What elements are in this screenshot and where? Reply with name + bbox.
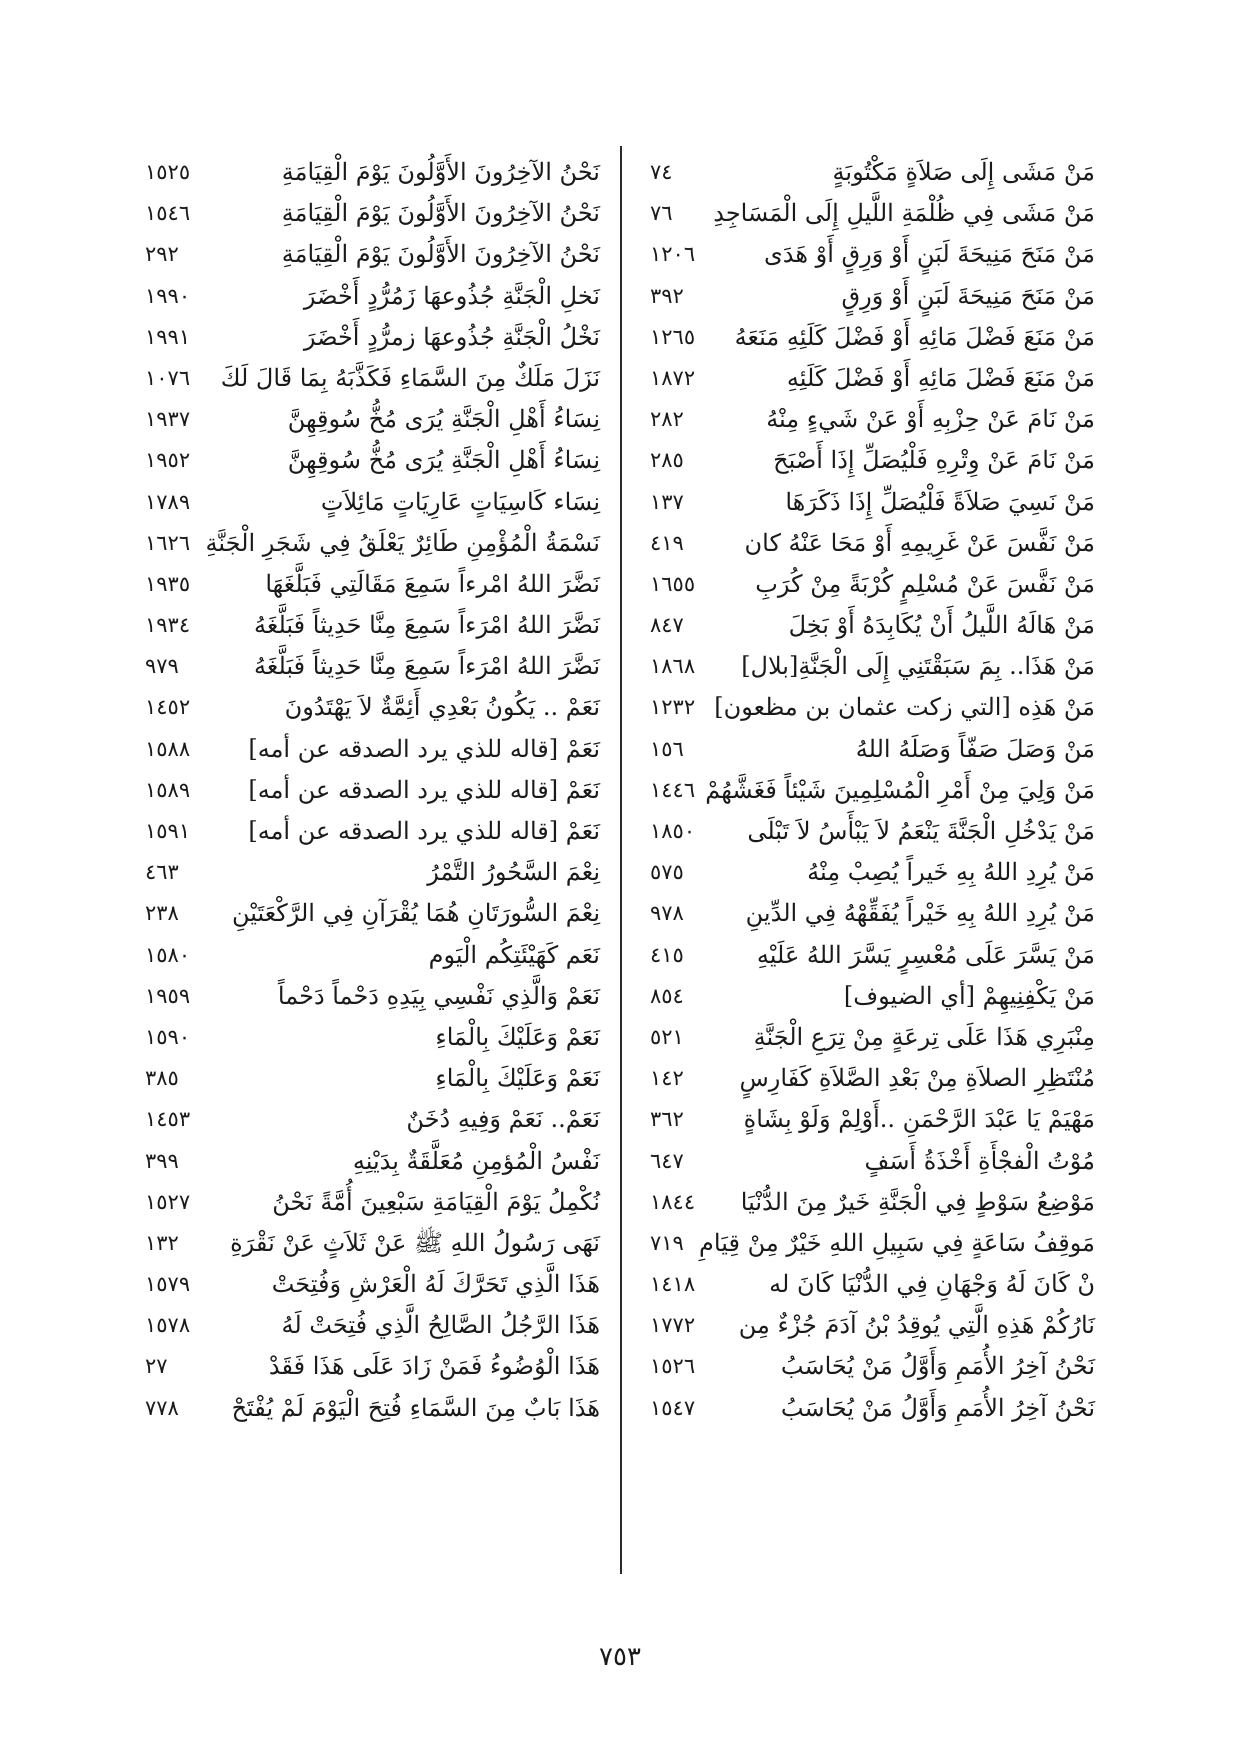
entry-text: مَنْ هَالَهُ اللَّيلُ أَنْ يُكَابِدَهُ أَوْ بَخِلَ: [788, 611, 1095, 640]
entry-number: ٢٧: [145, 1354, 168, 1379]
entry-text: نَحْنُ الآخِرُونَ الأَوَّلُونَ يَوْمَ الْقِيَامَةِ: [281, 240, 600, 269]
entry-number: ١٩٥٩: [145, 983, 191, 1008]
index-entry: [640, 1264, 1095, 1305]
entry-number: ١٥٢٦: [650, 1354, 696, 1379]
entry-number: ١٤١٨: [650, 1272, 696, 1297]
entry-text: نَعَمْ [قاله للذي يرد الصدقه عن أمه]: [248, 817, 600, 845]
entry-text: نَعَمْ [قاله للذي يرد الصدقه عن أمه]: [248, 775, 600, 804]
entry-text: مُوْتُ الْفجْأَةِ أَخْذَةُ أَسَفٍ: [864, 1146, 1095, 1175]
entry-text: نَحْنُ الآخِرُونَ الأَوَّلُونَ يَوْمَ الْقِيَامَةِ: [281, 158, 600, 186]
entry-text: نَعَم كَهَيْئَتِكُم الْيَوم: [428, 940, 600, 969]
index-entry: [640, 687, 1095, 728]
entry-text: نَعَمْ وَعَلَيْكَ بِالْمَاءِ: [435, 1064, 600, 1093]
index-entry: [640, 646, 1095, 687]
index-entry: [140, 440, 600, 481]
entry-text: مَنْ وَصَلَ صَفّاً وَصَلَهُ اللهُ: [855, 734, 1095, 763]
index-entry: [140, 276, 600, 317]
index-entry: [640, 234, 1095, 275]
entry-number: ٢٣٨: [145, 901, 179, 926]
entry-number: ١٥٤٦: [145, 201, 191, 226]
entry-text: نَزَلَ مَلَكٌ مِنَ السَّمَاءِ فَكَذَّبَهُ بِمَا قَالَ لَكَ: [220, 363, 600, 392]
index-entry: [640, 770, 1095, 811]
index-entry: [140, 646, 600, 687]
entry-text: نَعَمْ [قاله للذي يرد الصدقه عن أمه]: [248, 734, 600, 763]
index-entry: [640, 1058, 1095, 1099]
entry-number: ٢٩٢: [145, 242, 179, 267]
entry-number: ١٩٩٠: [145, 283, 191, 308]
index-entry: [640, 1182, 1095, 1223]
entry-number: ٩٧٩: [145, 654, 179, 679]
entry-text: نَحْنُ آخِرُ الأُمَمِ وَأَوَّلُ مَنْ يُحَاسَبُ: [780, 1352, 1095, 1381]
entry-number: ١٣٧: [650, 489, 684, 514]
index-entry: [140, 399, 600, 440]
entry-text: نِعْمَ السَّحُورُ التَّمْرُ: [427, 858, 600, 887]
entry-text: نَارُكُمْ هَذِهِ الَّتِي يُوقِدُ بْنُ آدَمَ جُزْءٌ مِن: [738, 1311, 1095, 1340]
index-entry: [640, 1346, 1095, 1387]
entry-text: مَهْيَمْ يَا عَبْدَ الرَّحْمَنِ ..أَوْلِمْ وَلَوْ بِشَاةٍ: [743, 1105, 1095, 1134]
index-entry: [140, 687, 600, 728]
entry-text: مَنْ نَامَ عَنْ حِزْبِهِ أَوْ عَنْ شَيءٍ مِنْهُ: [766, 405, 1095, 434]
index-entry: [640, 1305, 1095, 1346]
entry-text: نَفْسُ الْمُؤمِنِ مُعَلَّقَةٌ بِدَيْنِهِ: [352, 1146, 600, 1175]
entry-text: نَعَمْ .. يَكُونُ بَعْدِي أَئِمَّةٌ لاَ يَهْتَدُونَ: [284, 693, 600, 722]
index-column-right: [640, 152, 1095, 1429]
entry-number: ٥٢١: [650, 1024, 684, 1049]
entry-text: مَنْ مَنَحَ مَنِيحَةَ لَبَنٍ أَوْ وَرِقٍ: [841, 281, 1095, 310]
entry-text: مَنْ مَنَعَ فَضْلَ مَائِهِ أَوْ فَضْلَ كَلَئِهِ: [786, 363, 1095, 392]
index-entry: [640, 152, 1095, 193]
entry-number: ١٥٩١: [145, 819, 191, 843]
entry-number: ١٥٨٨: [145, 736, 191, 761]
entry-number: ٧٤: [650, 160, 673, 184]
index-entry: [140, 1058, 600, 1099]
entry-number: ١٥٤٧: [650, 1395, 696, 1420]
entry-text: نَعَمْ وَعَلَيْكَ بِالْمَاءِ: [435, 1022, 600, 1051]
entry-number: ١٣٢: [145, 1230, 179, 1255]
entry-text: مَنْ هَذَا.. بِمَ سَبَقْتَنِي إِلَى الْجَنَّةِ[بلال]: [741, 652, 1095, 681]
entry-number: ١٥٨٠: [145, 942, 191, 967]
entry-text: نَخلِ الْجَنَّةِ جُذُوعهَا زَمُرُّدٍ أَخْضَرَ: [303, 281, 600, 310]
entry-text: مَنْ يَدْخُلِ الْجَنَّةَ يَنْعَمُ لاَ يَبْأَسُ لاَ تَبْلَى: [747, 817, 1095, 845]
index-entry: [640, 482, 1095, 523]
entry-text: هَذَا الَّذِي تَحَرَّكَ لَهُ الْعَرْشِ وَفُتِحَتْ: [271, 1270, 600, 1299]
entry-number: ٣٩٢: [650, 283, 684, 308]
entry-text: مَنْ نَفَّسَ عَنْ مُسْلِمٍ كُرْبَةً مِنْ كُرَبِ: [755, 569, 1095, 598]
index-entry: [140, 317, 600, 358]
entry-number: ٣٨٥: [145, 1066, 179, 1091]
entry-text: مَوْضِعُ سَوْطٍ فِي الْجَنَّةِ خَيرٌ مِنَ الدُّنْيَا: [740, 1187, 1095, 1216]
entry-text: نِعْمَ السُّورَتَانِ هُمَا يُقْرَآنِ فِي الرَّكْعَتَيْنِ: [231, 899, 600, 928]
entry-number: ٥٧٥: [650, 860, 684, 885]
entry-text: مَنْ نَسِيَ صَلاَةً فَلْيُصَلِّ إِذَا ذَكَرَهَا: [785, 487, 1095, 516]
index-entry: [140, 523, 600, 564]
index-entry: [640, 276, 1095, 317]
index-entry: [640, 193, 1095, 234]
index-entry: [140, 976, 600, 1017]
index-entry: [140, 152, 600, 193]
entry-text: مَنْ يَسَّرَ عَلَى مُعْسِرٍ يَسَّرَ اللهُ عَلَيْهِ: [756, 940, 1095, 969]
entry-number: ١٤٤٦: [650, 777, 696, 802]
index-entry: [640, 1223, 1095, 1264]
index-entry: [140, 729, 600, 770]
entry-number: ١٥٢٥: [145, 160, 191, 184]
entry-text: نَعَمْ وَالَّذِي نَفْسِي بِيَدِهِ دَحْماً دَحْماً: [277, 981, 600, 1010]
index-entry: [640, 935, 1095, 976]
entry-number: ١٥٦: [650, 736, 684, 761]
entry-text: نَعَمْ.. نَعَمْ وَفِيهِ دُخَنٌ: [406, 1105, 600, 1134]
index-entry: [640, 1017, 1095, 1058]
entry-number: ١٢٠٦: [650, 242, 696, 267]
entry-text: مَنْ نَفَّسَ عَنْ غَرِيمِهِ أَوْ مَحَا عَنْهُ كان: [744, 528, 1095, 557]
entry-number: ١٢٦٥: [650, 324, 696, 349]
entry-number: ٦٤٧: [650, 1148, 684, 1173]
index-entry: [640, 1388, 1095, 1429]
index-column-left: [140, 152, 600, 1429]
entry-text: نَحْنُ الآخِرُونَ الأَوَّلُونَ يَوْمَ الْقِيَامَةِ: [281, 199, 600, 228]
index-entry: [140, 811, 600, 852]
index-entry: [140, 1264, 600, 1305]
index-entry: [140, 1182, 600, 1223]
entry-number: ٧١٩: [650, 1230, 684, 1255]
entry-text: هَذَا بَابٌ مِنَ السَّمَاءِ فُتِحَ الْيَوْمَ لَمْ يُفْتَحْ: [231, 1393, 600, 1422]
index-entry: [640, 729, 1095, 770]
index-entry: [640, 564, 1095, 605]
entry-text: مُنْتَظِرِ الصلاَةِ مِنْ بَعْدِ الصَّلاَةِ كَفَارِسٍ: [739, 1064, 1095, 1093]
index-entry: [640, 317, 1095, 358]
entry-number: ١٤٢: [650, 1066, 684, 1091]
index-entry: [140, 935, 600, 976]
entry-number: ١٧٨٩: [145, 489, 191, 514]
entry-number: ١٩٩١: [145, 324, 191, 349]
index-entry: [140, 1223, 600, 1264]
entry-number: ٧٧٨: [145, 1395, 179, 1420]
entry-number: ٨٤٧: [650, 613, 684, 638]
entry-number: ١٩٣٤: [145, 613, 191, 638]
entry-number: ٧٦: [650, 201, 673, 226]
entry-text: مَنْ يُرِدِ اللهُ بِهِ خَيْراً يُفَقِّهْهُ فِي الدِّينِ: [745, 899, 1095, 928]
entry-number: ١٩٣٥: [145, 571, 191, 596]
entry-number: ٢٨٥: [650, 448, 684, 473]
entry-text: نَحْنُ آخِرُ الأُمَمِ وَأَوَّلُ مَنْ يُحَاسَبُ: [780, 1393, 1095, 1422]
index-entry: [640, 605, 1095, 646]
entry-text: نَضَّرَ اللهُ امْرَءاً سَمِعَ مِنَّا حَدِيثاً فَبَلَّغَهُ: [254, 611, 600, 640]
index-entry: [640, 852, 1095, 893]
entry-number: ١٨٤٤: [650, 1189, 696, 1214]
index-entry: [640, 358, 1095, 399]
entry-text: مَنْ مَنَحَ مَنِيحَةَ لَبَنٍ أَوْ وَرِقٍ أَوْ هَدَى: [764, 240, 1095, 269]
index-entry: [140, 358, 600, 399]
entry-number: ١٨٦٨: [650, 654, 696, 679]
entry-text: مِنْبَرِي هَذَا عَلَى تِرعَةٍ مِنْ تِرَعِ الْجَنَّةِ: [753, 1022, 1095, 1051]
entry-number: ٢٨٢: [650, 407, 684, 432]
entry-text: مَنْ مَنَعَ فَضْلَ مَائِهِ أَوْ فَضْلَ كَلَئِهِ مَنَعَهُ: [734, 322, 1095, 351]
entry-text: نَسْمَةُ الْمُؤْمِنِ طَائِرٌ يَعْلَقُ فِي شَجَرِ الْجَنَّةِ: [205, 528, 600, 557]
entry-text: هَذَا الرَّجُلُ الصَّالِحُ الَّذِي فُتِحَتْ لَهُ: [281, 1311, 600, 1340]
entry-number: ١٠٧٦: [145, 365, 191, 390]
index-entry: [140, 1141, 600, 1182]
entry-text: نَهَى رَسُولُ اللهِ ﷺ عَنْ ثَلاَثٍ عَنْ نَقْرَةِ: [230, 1228, 600, 1257]
index-entry: [140, 1388, 600, 1429]
entry-number: ١٤٥٢: [145, 695, 191, 720]
index-entry: [640, 811, 1095, 852]
column-divider: [620, 146, 622, 1574]
index-entry: [640, 1141, 1095, 1182]
entry-text: مَنْ يَكْفِنِيهِمْ [أي الضيوف]: [843, 981, 1095, 1010]
entry-text: مَوقِفُ سَاعَةٍ فِي سَبِيلِ اللهِ خَيْرٌ مِنْ قِيَامِ: [699, 1228, 1095, 1257]
entry-text: نَضَّرَ اللهُ امْرءاً سَمِعَ مَقَالَتِي فَبَلَّغَهَا: [265, 569, 600, 598]
entry-number: ١٢٣٢: [650, 695, 696, 720]
index-entry: [640, 399, 1095, 440]
index-entry: [140, 234, 600, 275]
entry-text: نْ كَانَ لَهُ وَجْهَانِ فِي الدُّنْيَا كَانَ له: [769, 1270, 1095, 1299]
entry-number: ٣٩٩: [145, 1148, 179, 1173]
entry-text: مَنْ هَذِه [التي زكت عثمان بن مظعون]: [714, 693, 1095, 722]
entry-number: ١٤٥٣: [145, 1107, 191, 1132]
entry-text: نِسَاءُ أَهْلِ الْجَنَّةِ يُرَى مُخُّ سُوقِهِنَّ: [287, 446, 600, 475]
entry-number: ٩٧٨: [650, 901, 684, 926]
entry-number: ١٥٨٩: [145, 777, 191, 802]
index-entry: [140, 852, 600, 893]
index-entry: [140, 770, 600, 811]
index-entry: [640, 440, 1095, 481]
entry-number: ١٥٧٨: [145, 1313, 191, 1338]
entry-number: ١٨٧٢: [650, 365, 696, 390]
entry-number: ٤٦٣: [145, 860, 179, 885]
entry-text: نَخْلُ الْجَنَّةِ جُذُوعهَا زمرُّدٍ أَخْضَرَ: [303, 322, 600, 351]
index-entry: [640, 893, 1095, 934]
entry-number: ١٥٢٧: [145, 1189, 191, 1214]
entry-text: هَذَا الْوُضُوءُ فَمَنْ زَادَ عَلَى هَذَا فَقَدْ: [268, 1352, 600, 1381]
index-entry: [140, 1346, 600, 1387]
index-entry: [140, 193, 600, 234]
index-entry: [140, 893, 600, 934]
index-entry: [640, 1099, 1095, 1140]
entry-text: مَنْ مَشَى إِلَى صَلاَةٍ مَكْتُوبَةٍ: [832, 158, 1095, 186]
entry-number: ٤١٥: [650, 942, 684, 967]
entry-number: ٤١٩: [650, 530, 684, 555]
index-entry: [140, 1099, 600, 1140]
index-entry: [640, 523, 1095, 564]
entry-text: مَنْ وَلِيَ مِنْ أَمْرِ الْمُسْلِمِينَ شَيْئاً فَغَشَّهُمْ: [705, 775, 1095, 804]
index-entry: [140, 1305, 600, 1346]
entry-text: مَنْ مَشَى فِي ظُلْمَةِ اللَّيلِ إِلَى الْمَسَاجِدِ: [713, 199, 1095, 228]
entry-number: ١٥٩٠: [145, 1024, 191, 1049]
entry-text: نَضَّرَ اللهُ امْرَءاً سَمِعَ مِنَّا حَدِيثاً فَبَلَّغَهُ: [254, 652, 600, 681]
entry-text: نِسَاءُ أَهْلِ الْجَنَّةِ يُرَى مُخُّ سُوقِهِنَّ: [287, 405, 600, 434]
index-entry: [140, 482, 600, 523]
entry-number: ١٩٣٧: [145, 407, 191, 432]
entry-number: ١٨٥٠: [650, 819, 696, 843]
entry-text: مَنْ يُرِدِ اللهُ بِهِ خَيراً يُصِبْ مِنْهُ: [807, 858, 1095, 887]
index-entry: [640, 976, 1095, 1017]
entry-text: مَنْ نَامَ عَنْ وِتْرِهِ فَلْيُصَلِّ إِذَا أَصْبَحَ: [773, 446, 1095, 475]
entry-number: ٨٥٤: [650, 983, 684, 1008]
index-entry: [140, 605, 600, 646]
entry-text: نُكْمِلُ يَوْمَ الْقِيَامَةِ سَبْعِينَ أُمَّةً نَحْنُ: [272, 1187, 600, 1216]
entry-number: ١٩٥٢: [145, 448, 191, 473]
entry-number: ٣٦٢: [650, 1107, 684, 1132]
index-entry: [140, 564, 600, 605]
page-number: ٧٥٣: [599, 1642, 641, 1672]
entry-number: ١٦٥٥: [650, 571, 696, 596]
entry-number: ١٦٢٦: [145, 530, 191, 555]
entry-text: نِسَاء كَاسِيَاتٍ عَارِيَاتٍ مَائِلاَتٍ: [320, 487, 600, 516]
entry-number: ١٧٧٢: [650, 1313, 696, 1338]
entry-number: ١٥٧٩: [145, 1272, 191, 1297]
index-entry: [140, 1017, 600, 1058]
